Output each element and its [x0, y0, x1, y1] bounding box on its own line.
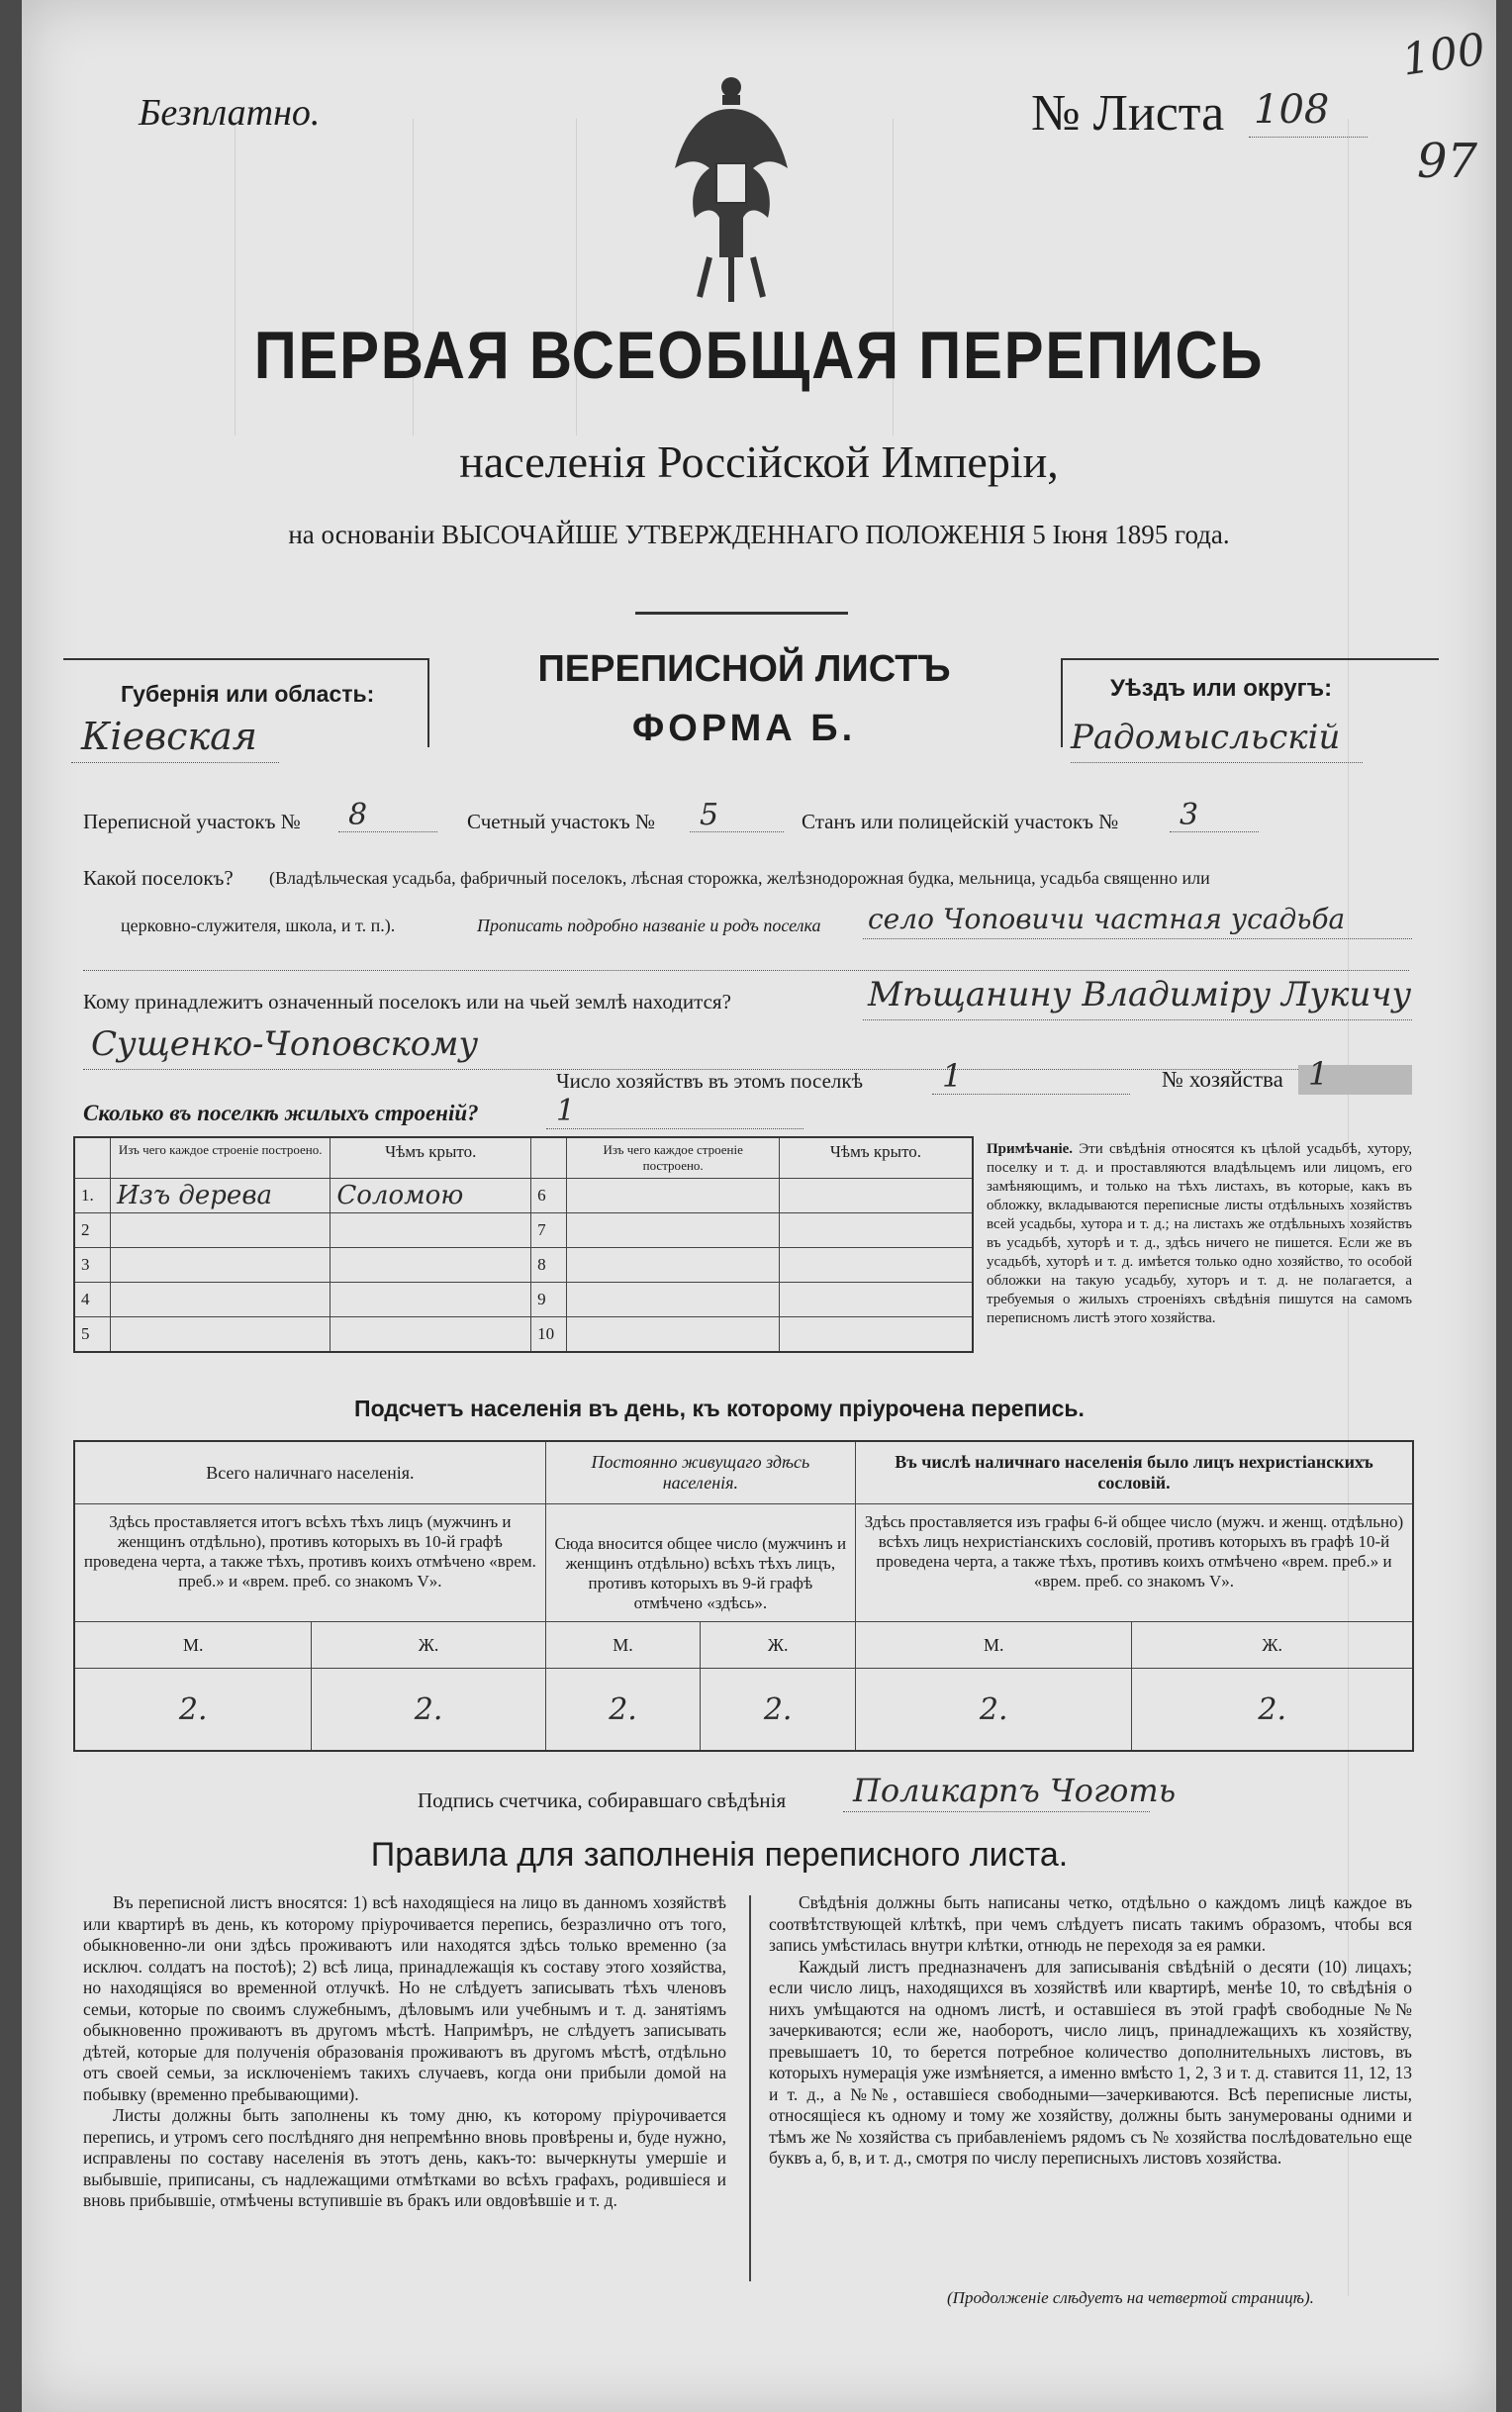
total-male-value: 2.	[74, 1669, 312, 1752]
owner-label: Кому принадлежитъ означенный поселокъ или на чьей землѣ находится?	[83, 990, 731, 1013]
imperial-eagle-icon	[665, 69, 799, 307]
population-title: Подсчетъ населенія въ день, къ которому пріурочена перепись.	[354, 1396, 1085, 1421]
basis-line: на основаніи ВЫСОЧАЙШЕ УТВЕРЖДЕННАГО ПОЛОЖЕНІЯ 5 Іюня 1895 года.	[288, 520, 1230, 549]
settlement-label: Какой поселокъ?	[83, 866, 234, 890]
col-nonchristian-desc: Здѣсь проставляется изъ графы 6-й общее число (мужч. и женщ. отдѣльно) всѣхъ лицъ нехристіанскихъ сословій, противъ которыхъ въ графѣ 10-й проведена черта, а также тѣхъ, противъ коихъ отмѣчено «врем. преб.» и «врем. преб. со знакомъ V».	[855, 1504, 1413, 1622]
form-title: ПЕРЕПИСНОЙ ЛИСТЪ	[537, 648, 951, 690]
census-district-value: 8	[348, 798, 368, 832]
main-title: ПЕРВАЯ ВСЕОБЩАЯ ПЕРЕПИСЬ	[253, 318, 1265, 393]
settlement-hint-1: (Владѣльческая усадьба, фабричный поселокъ, лѣсная сторожка, желѣзнодорожная будка, мельница, усадьба священно или	[269, 868, 1210, 888]
continued-note: (Продолженіе слѣдуетъ на четвертой страницѣ).	[947, 2288, 1314, 2307]
permanent-male-value: 2.	[545, 1669, 701, 1752]
male-label: М.	[74, 1622, 312, 1669]
sub-title: населенія Россійской Имперіи,	[459, 436, 1059, 487]
gubernia-label: Губернія или область:	[121, 681, 375, 707]
col-material-left: Изъ чего каждое строеніе построено.	[110, 1137, 330, 1179]
col-nonchristian-title: Въ числѣ наличнаго населенія было лицъ нехристіанскихъ сословій.	[855, 1441, 1413, 1504]
form-name: ФОРМА Б.	[631, 708, 857, 749]
female-label: Ж.	[312, 1622, 545, 1669]
buildings-table	[73, 1136, 974, 1353]
counting-district-label: Счетный участокъ №	[467, 810, 656, 833]
buildings-value: 1	[556, 1094, 576, 1128]
divider	[635, 612, 848, 615]
col-material-right: Изъ чего каждое строеніе построено.	[567, 1137, 779, 1179]
rules-right-p1: Свѣдѣнія должны быть написаны четко, отдѣльно о каждомъ лицѣ каждое въ соотвѣтствующей клѣткѣ, при чемъ слѣдуетъ писать такимъ образомъ, чтобы вся запись умѣстилась внутри клѣтки, отнюдь не переходя за ея рамки.	[769, 1892, 1412, 1955]
col-total-desc: Здѣсь проставляется итогъ всѣхъ тѣхъ лицъ (мужчинъ и женщинъ отдѣльно), противъ которыхъ въ 10-й графѣ проведена черта, а также тѣхъ, противъ коихъ отмѣчено «врем. преб.» и «врем. преб. со знакомъ V».	[74, 1504, 545, 1622]
sheet-number-value: 108	[1254, 87, 1330, 133]
roof-cell: Соломою	[331, 1179, 531, 1213]
col-permanent-title: Постоянно живущаго здѣсь населенія.	[545, 1441, 855, 1504]
settlement-hint-2: церковно-служителя, школа, и т. п.).	[121, 916, 396, 935]
total-female-value: 2.	[312, 1669, 545, 1752]
female-label: Ж.	[1132, 1622, 1413, 1669]
rules-title: Правила для заполненія переписного листа.	[370, 1836, 1069, 1874]
note-text: Эти свѣдѣнія относятся къ цѣлой усадьбѣ, хутору, поселку и т. д. и проставляются владѣльцемъ или лицомъ, его замѣняющимъ, и только на тѣхъ листахъ, въ которые, какъ въ обложку, вкладываются переписные листы отдѣльныхъ хозяйствъ всей усадьбы, хутора и т. д.; на листахъ же отдѣльныхъ хозяйствъ въ усадьбѣ, хуторѣ и т. д., здѣсь ничего не пишется. Если же въ усадьбѣ, хуторѣ и т. д. имѣется только одно хозяйство, то особой обложки на такую усадьбу, хуторъ и т. д. не полагается, а требуемыя о жилыхъ строеніяхъ свѣдѣнія пишутся на самомъ переписномъ листѣ этого хозяйства.	[987, 1141, 1412, 1326]
col-roof-left: Чѣмъ крыто.	[331, 1137, 531, 1179]
female-label: Ж.	[701, 1622, 856, 1669]
sheet-number-label: № Листа	[1031, 85, 1225, 142]
census-sheet	[22, 0, 1496, 2412]
stan-value: 3	[1180, 798, 1199, 832]
signature-label: Подпись счетчика, собиравшаго свѣдѣнія	[418, 1788, 787, 1812]
permanent-female-value: 2.	[701, 1669, 856, 1752]
rules-right-p2: Каждый листъ предназначенъ для записыванія свѣдѣній о десяти (10) лицахъ; если число лицъ, находящихся въ хозяйствѣ или квартирѣ, менѣе 10, то свѣдѣнія о нихъ умѣщаются на одномъ листѣ, и оставшіеся въ этой графѣ свободные №№ зачеркиваются; если же, наоборотъ, число лицъ, принадлежащихъ къ хозяйству, превышаетъ 10, то берется потребное количество дополнительныхъ листовъ, въ которыхъ нумерація уже измѣняется, а именно вмѣсто 1, 2, 3 и т. д. ставится 11, 12, 13 и т. д., а №№, оставшіеся свободными—зачеркиваются. Всѣ переписные листы, относящіеся къ одному и тому же хозяйству, должны быть занумерованы одними и тѣмъ же № хозяйства съ прибавленіемъ рядомъ съ № хозяйства послѣдовательно еще буквъ а, б, в, и т. д., смотря по числу переписныхъ листовъ хозяйства.	[769, 1956, 1412, 2168]
counting-district-value: 5	[700, 798, 719, 832]
nonchristian-male-value: 2.	[855, 1669, 1132, 1752]
margin-note-1: 100	[1398, 24, 1489, 86]
col-total-title: Всего наличнаго населенія.	[74, 1441, 545, 1504]
male-label: М.	[855, 1622, 1132, 1669]
table-row: 3 8	[74, 1248, 973, 1283]
buildings-label: Сколько въ поселкѣ жилыхъ строеній?	[83, 1101, 479, 1125]
table-row: 1. Изъ дерева Соломою 6	[74, 1179, 973, 1213]
free-label: Безплатно.	[139, 92, 321, 134]
household-no-value: 1	[1308, 1055, 1329, 1093]
male-label: М.	[545, 1622, 701, 1669]
margin-note-2: 97	[1417, 134, 1478, 189]
nonchristian-female-value: 2.	[1132, 1669, 1413, 1752]
buildings-note	[987, 1140, 1412, 1328]
col-roof-right: Чѣмъ крыто.	[779, 1137, 973, 1179]
settlement-hint-3: Прописать подробно названіе и родъ поселка	[477, 916, 821, 935]
owner-value-2: Сущенко-Чоповскому	[91, 1024, 479, 1064]
rules-right-column	[769, 1892, 1412, 2170]
population-table	[73, 1440, 1414, 1752]
rules-left-column	[83, 1892, 726, 2212]
material-cell: Изъ дерева	[110, 1179, 330, 1213]
owner-value-1: Мѣщанину Владиміру Лукичу	[868, 975, 1412, 1014]
settlement-value: село Чоповичи частная усадьба	[868, 903, 1346, 935]
signature-value: Поликарпъ Чоготь	[853, 1772, 1177, 1809]
households-label: Число хозяйствъ въ этомъ поселкѣ	[556, 1069, 863, 1093]
household-no-label: № хозяйства	[1162, 1067, 1283, 1092]
col-permanent-desc: Сюда вносится общее число (мужчинъ и женщинъ отдѣльно) всѣхъ тѣхъ лицъ, противъ которыхъ въ 9-й графѣ отмѣчено «здѣсь».	[545, 1504, 855, 1622]
column-divider	[749, 1895, 751, 2281]
rules-left-p1: Въ переписной листъ вносятся: 1) всѣ находящіеся на лицо въ данномъ хозяйствѣ или квартирѣ въ день, къ которому пріурочивается перепись, безразлично отъ того, обыкновенно-ли они здѣсь проживаютъ или находятся здѣсь только временно (за исключ. солдатъ на постоѣ); 2) всѣ лица, принадлежащія къ составу этого хозяйства, но находящіяся во временной отлучкѣ. Но не слѣдуетъ записывать тѣхъ членовъ семьи, которые по своимъ служебнымъ, дѣловымъ или учебнымъ и т. д. занятіямъ обыкновенно проживаютъ въ другомъ мѣстѣ. Напримѣръ, не слѣдуетъ записывать дѣтей, которые для полученія образованія проживаютъ въ другомъ мѣстѣ, отдѣльно отъ своей семьи, за исключеніемъ такихъ случаевъ, когда они прибыли домой на побывку (временно пребывающими).	[83, 1892, 726, 2104]
table-row: 4 9	[74, 1283, 973, 1317]
households-value: 1	[942, 1057, 963, 1095]
uezd-label: Уѣздъ или округъ:	[1110, 675, 1333, 702]
census-district-label: Переписной участокъ №	[83, 810, 301, 833]
table-row: 2 7	[74, 1213, 973, 1248]
rules-left-p2: Листы должны быть заполнены къ тому дню, къ которому пріурочивается перепись, и утромъ сего послѣдняго дня непремѣнно вновь провѣрены и, буде нужно, исправлены по составу населенія въ этотъ день, какъ-то: вычеркнуты умершіе и выбывшіе, приписаны, съ надлежащими отмѣтками во всѣхъ графахъ, родившіеся и вновь прибывшіе, отмѣчены вступившіе въ бракъ или овдовѣвшіе и т. д.	[83, 2105, 726, 2210]
note-title: Примѣчаніе.	[987, 1141, 1074, 1157]
table-row: 5 10	[74, 1317, 973, 1353]
gubernia-value: Кіевская	[81, 715, 257, 758]
uezd-value: Радомысльскій	[1071, 718, 1341, 757]
stan-label: Станъ или полицейскій участокъ №	[802, 810, 1119, 833]
